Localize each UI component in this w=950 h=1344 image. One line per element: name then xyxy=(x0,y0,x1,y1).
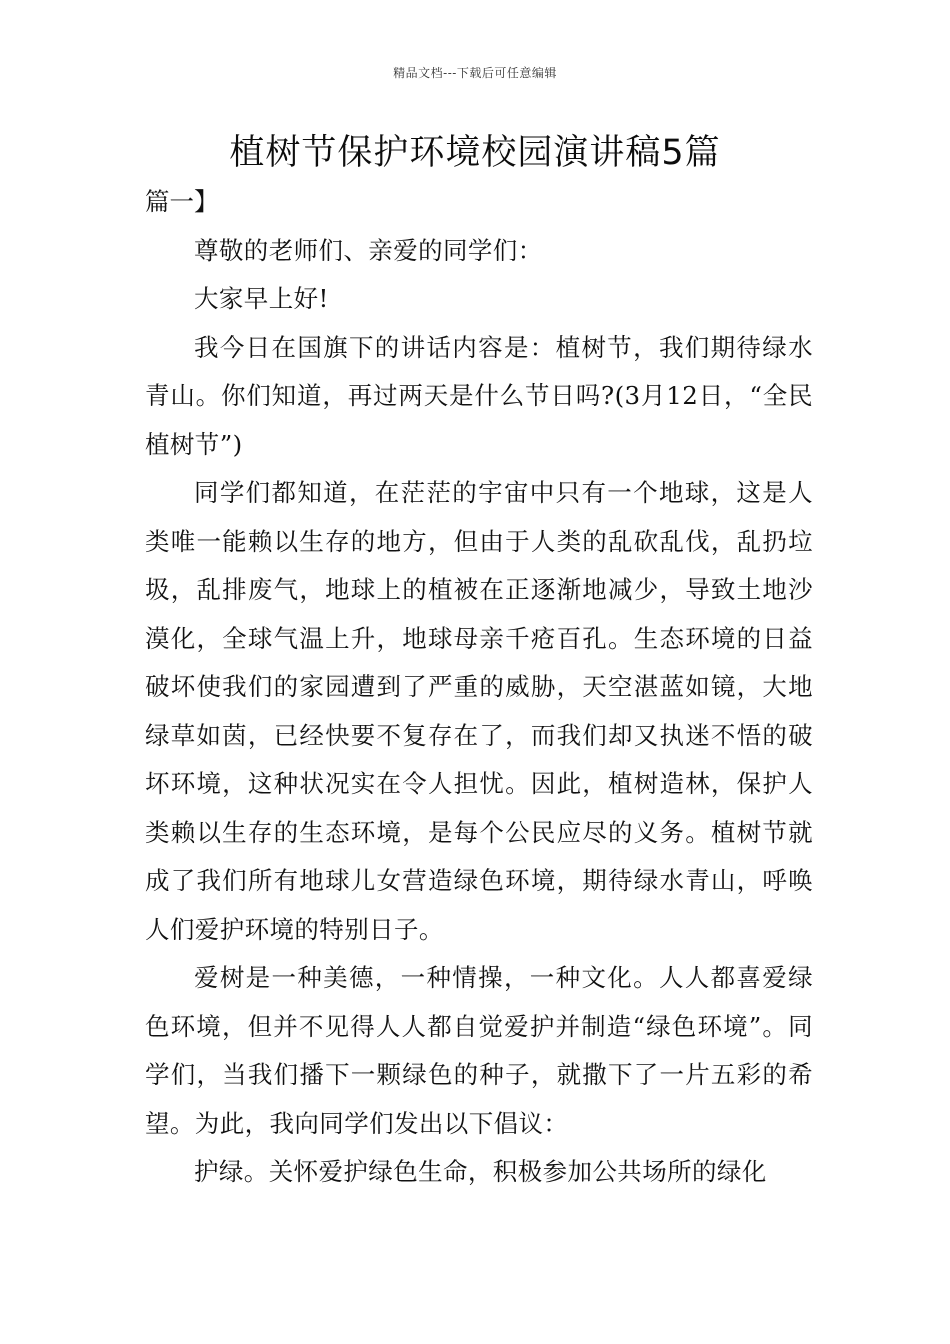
section-label: 篇一】 xyxy=(145,187,219,216)
paragraph-love-trees: 爱树是一种美德，一种情操，一种文化。人人都喜爱绿色环境，但并不见得人人都自觉爱护并制造“绿色环境”。同学们，当我们播下一颗绿色的种子，就撒下了一片五彩的希望。为此，我向同学们发出以下倡议： xyxy=(145,963,813,1138)
paragraph-morning: 大家早上好! xyxy=(194,284,329,313)
paragraph-protect-green: 护绿。关怀爱护绿色生命，积极参加公共场所的绿化 xyxy=(194,1157,767,1186)
paragraph-topic: 我今日在国旗下的讲话内容是：植树节，我们期待绿水青山。你们知道，再过两天是什么节日吗?(3月12日，“全民植树节”) xyxy=(145,332,813,459)
header-note: 精品文档---下载后可任意编辑 xyxy=(393,66,557,80)
paragraph-earth: 同学们都知道，在茫茫的宇宙中只有一个地球，这是人类唯一能赖以生存的地方，但由于人类的乱砍乱伐，乱扔垃圾，乱排废气，地球上的植被在正逐渐地减少，导致土地沙漠化，全球气温上升，地球母亲千疮百孔。生态环境的日益破坏使我们的家园遭到了严重的威胁，天空湛蓝如镜，大地绿草如茵，已经快要不复存在了，而我们却又执迷不悟的破坏环境，这种状况实在令人担忧。因此，植树造林，保护人类赖以生存的生态环境，是每个公民应尽的义务。植树节就成了我们所有地球儿女营造绿色环境，期待绿水青山，呼唤人们爱护环境的特别日子。 xyxy=(145,478,813,944)
document-title: 植树节保护环境校园演讲稿5篇 xyxy=(229,133,721,173)
document-body xyxy=(145,178,813,1197)
paragraph-greeting: 尊敬的老师们、亲爱的同学们： xyxy=(194,235,543,265)
